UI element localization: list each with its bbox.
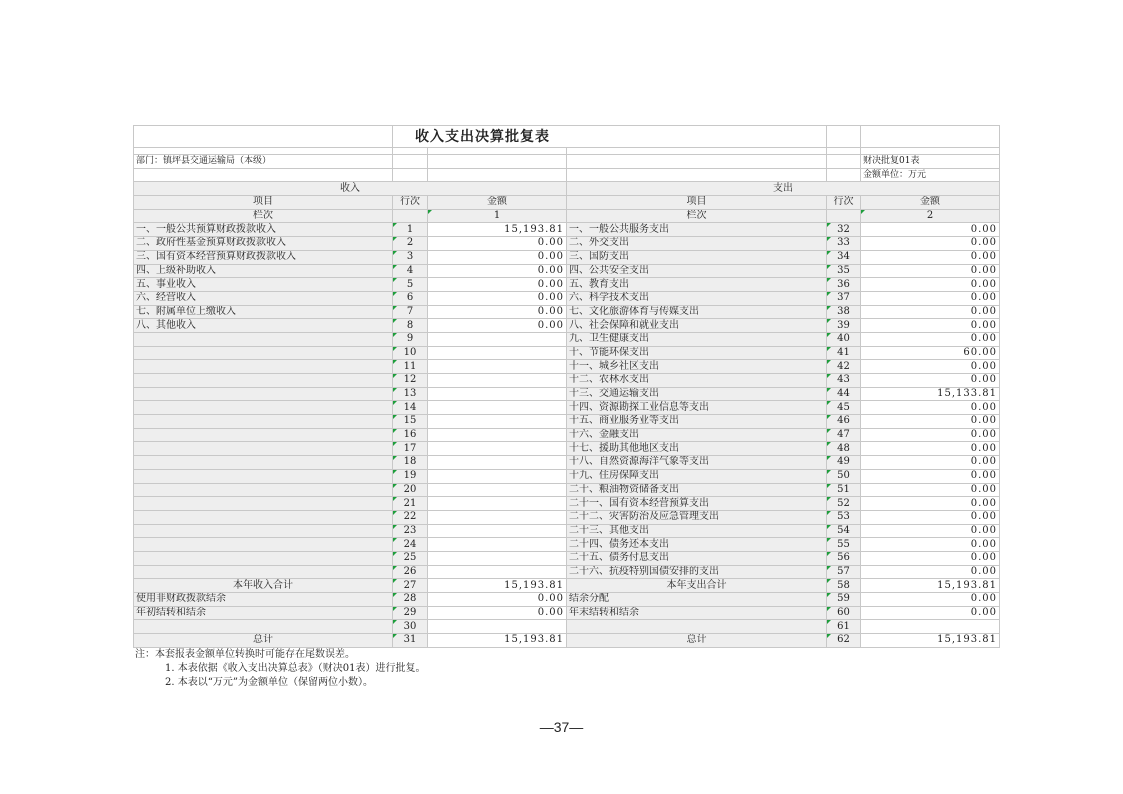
expense-item: 二十二、灾害防治及应急管理支出 [567, 510, 827, 524]
income-item [134, 551, 393, 565]
expense-summary-item: 结余分配 [567, 593, 827, 607]
income-row-no: 21 [393, 497, 428, 511]
expense-row-no: 32 [827, 223, 861, 237]
expense-item: 二十三、其他支出 [567, 524, 827, 538]
unit-label: 金额单位：万元 [861, 168, 1000, 182]
income-item [134, 415, 393, 429]
expense-item: 五、教育支出 [567, 278, 827, 292]
expense-item: 一、一般公共服务支出 [567, 223, 827, 237]
summary-row [134, 620, 1000, 634]
expense-row-no: 51 [827, 483, 861, 497]
table-row [134, 332, 1000, 346]
income-row-no: 13 [393, 387, 428, 401]
table-row [134, 524, 1000, 538]
income-item: 五、事业收入 [134, 278, 393, 292]
expense-item: 七、文化旅游体育与传媒支出 [567, 305, 827, 319]
expense-amount: 0.00 [861, 305, 1000, 319]
income-summary-item: 年初结转和结余 [134, 606, 393, 620]
expense-amount: 0.00 [861, 250, 1000, 264]
expense-item: 六、科学技术支出 [567, 291, 827, 305]
note-line: 1. 本表依据《收入支出决算总表》（财决01表）进行批复。 [165, 663, 426, 674]
income-row-no: 24 [393, 538, 428, 552]
expense-item: 十、节能环保支出 [567, 346, 827, 360]
income-row-no: 15 [393, 415, 428, 429]
table-row [134, 319, 1000, 333]
income-summary-item [134, 620, 393, 634]
income-amount [428, 374, 567, 388]
expense-item: 十八、自然资源海洋气象等支出 [567, 456, 827, 470]
income-item: 三、国有资本经营预算财政拨款收入 [134, 250, 393, 264]
table-row [134, 538, 1000, 552]
expense-item: 八、社会保障和就业支出 [567, 319, 827, 333]
table-row [134, 456, 1000, 470]
income-item [134, 565, 393, 579]
expense-amount: 0.00 [861, 237, 1000, 251]
income-item: 四、上级补助收入 [134, 264, 393, 278]
expense-item: 二十、粮油物资储备支出 [567, 483, 827, 497]
income-amount: 0.00 [428, 319, 567, 333]
expense-rowno-header: 行次 [827, 196, 861, 210]
income-amount [428, 387, 567, 401]
expense-row-no: 50 [827, 469, 861, 483]
income-row-no: 22 [393, 510, 428, 524]
income-item [134, 510, 393, 524]
table-row [134, 469, 1000, 483]
expense-item: 十一、城乡社区支出 [567, 360, 827, 374]
income-row-no: 18 [393, 456, 428, 470]
expense-amount: 0.00 [861, 551, 1000, 565]
table-row [134, 483, 1000, 497]
table-row [134, 264, 1000, 278]
income-amount [428, 620, 567, 634]
approval-sheet [133, 125, 999, 648]
expense-amount: 0.00 [861, 483, 1000, 497]
expense-row-no: 57 [827, 565, 861, 579]
expense-item: 十四、资源勘探工业信息等支出 [567, 401, 827, 415]
table-row [134, 428, 1000, 442]
expense-amount: 0.00 [861, 538, 1000, 552]
expense-item: 十三、交通运输支出 [567, 387, 827, 401]
expense-row-no: 40 [827, 332, 861, 346]
income-amount: 0.00 [428, 606, 567, 620]
expense-row-no: 58 [827, 579, 861, 593]
income-row-no: 20 [393, 483, 428, 497]
expense-item-header: 项目 [567, 196, 827, 210]
expense-amount: 15,193.81 [861, 579, 1000, 593]
income-colno-value: 1 [428, 209, 567, 223]
expense-amount: 0.00 [861, 374, 1000, 388]
income-amount: 15,193.81 [428, 634, 567, 648]
expense-row-no: 33 [827, 237, 861, 251]
expense-amount: 0.00 [861, 319, 1000, 333]
income-item: 八、其他收入 [134, 319, 393, 333]
income-amount: 15,193.81 [428, 579, 567, 593]
expense-amount: 15,193.81 [861, 634, 1000, 648]
expense-item: 十六、金融支出 [567, 428, 827, 442]
income-summary-item: 使用非财政拨款结余 [134, 593, 393, 607]
table-row [134, 374, 1000, 388]
income-item-header: 项目 [134, 196, 393, 210]
income-row-no: 2 [393, 237, 428, 251]
income-amount [428, 469, 567, 483]
expense-row-no: 60 [827, 606, 861, 620]
income-row-no: 9 [393, 332, 428, 346]
notes [135, 648, 425, 690]
income-row-no: 25 [393, 551, 428, 565]
income-amount: 0.00 [428, 264, 567, 278]
income-item [134, 332, 393, 346]
income-colno-label: 栏次 [134, 209, 393, 223]
income-row-no: 11 [393, 360, 428, 374]
expense-item: 十七、援助其他地区支出 [567, 442, 827, 456]
note-line: 注：本套报表金额单位转换时可能存在尾数误差。 [135, 649, 355, 660]
expense-item: 九、卫生健康支出 [567, 332, 827, 346]
income-amount: 0.00 [428, 278, 567, 292]
income-amount [428, 551, 567, 565]
expense-amount: 0.00 [861, 593, 1000, 607]
income-item [134, 401, 393, 415]
table-row [134, 510, 1000, 524]
income-item: 七、附属单位上缴收入 [134, 305, 393, 319]
expense-amount [861, 620, 1000, 634]
income-amount: 0.00 [428, 237, 567, 251]
table-title: 收入支出决算批复表 [393, 126, 827, 148]
page-number: —37— [539, 719, 584, 735]
income-item: 二、政府性基金预算财政拨款收入 [134, 237, 393, 251]
income-amount [428, 332, 567, 346]
table-row [134, 250, 1000, 264]
income-row-no: 4 [393, 264, 428, 278]
income-item [134, 360, 393, 374]
expense-item: 二十四、债务还本支出 [567, 538, 827, 552]
income-amount [428, 346, 567, 360]
expense-summary-item: 总计 [567, 634, 827, 648]
income-row-no: 26 [393, 565, 428, 579]
table-row [134, 360, 1000, 374]
income-item [134, 469, 393, 483]
income-summary-item: 总计 [134, 634, 393, 648]
income-row-no: 14 [393, 401, 428, 415]
summary-row [134, 579, 1000, 593]
expense-row-no: 54 [827, 524, 861, 538]
expense-row-no: 56 [827, 551, 861, 565]
expense-colno-label: 栏次 [567, 209, 827, 223]
expense-item: 二、外交支出 [567, 237, 827, 251]
income-amount [428, 483, 567, 497]
expense-row-no: 43 [827, 374, 861, 388]
expense-row-no: 47 [827, 428, 861, 442]
expense-row-no: 59 [827, 593, 861, 607]
form-number: 财决批复01表 [861, 155, 1000, 169]
income-item [134, 374, 393, 388]
expense-amount: 0.00 [861, 565, 1000, 579]
income-row-no: 5 [393, 278, 428, 292]
expense-amount: 15,133.81 [861, 387, 1000, 401]
income-row-no: 16 [393, 428, 428, 442]
expense-row-no: 46 [827, 415, 861, 429]
expense-amount: 0.00 [861, 442, 1000, 456]
income-amount [428, 428, 567, 442]
income-amount: 0.00 [428, 593, 567, 607]
expense-row-no: 61 [827, 620, 861, 634]
income-item: 一、一般公共预算财政拨款收入 [134, 223, 393, 237]
expense-item: 十五、商业服务业等支出 [567, 415, 827, 429]
expense-amount: 0.00 [861, 291, 1000, 305]
expense-amount-header: 金额 [861, 196, 1000, 210]
expense-item: 三、国防支出 [567, 250, 827, 264]
expense-item: 二十五、债务付息支出 [567, 551, 827, 565]
expense-amount: 0.00 [861, 360, 1000, 374]
expense-summary-item [567, 620, 827, 634]
income-row-no: 10 [393, 346, 428, 360]
income-header: 收入 [134, 182, 567, 196]
income-amount [428, 497, 567, 511]
income-amount: 0.00 [428, 305, 567, 319]
income-amount [428, 538, 567, 552]
income-rowno-header: 行次 [393, 196, 428, 210]
expense-row-no: 41 [827, 346, 861, 360]
income-row-no: 29 [393, 606, 428, 620]
income-row-no: 30 [393, 620, 428, 634]
expense-amount: 60.00 [861, 346, 1000, 360]
income-row-no: 19 [393, 469, 428, 483]
expense-amount: 0.00 [861, 278, 1000, 292]
income-item [134, 497, 393, 511]
income-expense-table [133, 125, 1000, 648]
expense-header: 支出 [567, 182, 1000, 196]
table-row [134, 223, 1000, 237]
income-row-no: 27 [393, 579, 428, 593]
expense-row-no: 39 [827, 319, 861, 333]
expense-item: 十九、住房保障支出 [567, 469, 827, 483]
expense-amount: 0.00 [861, 524, 1000, 538]
expense-row-no: 45 [827, 401, 861, 415]
table-row [134, 387, 1000, 401]
summary-row [134, 593, 1000, 607]
expense-row-no: 37 [827, 291, 861, 305]
table-row [134, 346, 1000, 360]
expense-row-no: 36 [827, 278, 861, 292]
income-row-no: 12 [393, 374, 428, 388]
income-item [134, 524, 393, 538]
income-amount [428, 524, 567, 538]
income-amount [428, 360, 567, 374]
income-amount [428, 565, 567, 579]
expense-amount: 0.00 [861, 497, 1000, 511]
expense-colno-value: 2 [861, 209, 1000, 223]
expense-amount: 0.00 [861, 264, 1000, 278]
expense-row-no: 44 [827, 387, 861, 401]
income-row-no: 7 [393, 305, 428, 319]
table-row [134, 415, 1000, 429]
expense-amount: 0.00 [861, 415, 1000, 429]
expense-amount: 0.00 [861, 469, 1000, 483]
expense-summary-item: 年末结转和结余 [567, 606, 827, 620]
expense-amount: 0.00 [861, 510, 1000, 524]
expense-item: 二十一、国有资本经营预算支出 [567, 497, 827, 511]
expense-row-no: 62 [827, 634, 861, 648]
income-row-no: 3 [393, 250, 428, 264]
note-line: 2. 本表以“万元”为金额单位（保留两位小数）。 [165, 677, 373, 688]
income-item [134, 538, 393, 552]
income-item [134, 346, 393, 360]
income-summary-item: 本年收入合计 [134, 579, 393, 593]
income-amount-header: 金额 [428, 196, 567, 210]
income-amount: 15,193.81 [428, 223, 567, 237]
department-label: 部门：镇坪县交通运输局（本级） [134, 155, 393, 169]
income-item [134, 387, 393, 401]
income-row-no: 23 [393, 524, 428, 538]
expense-amount: 0.00 [861, 428, 1000, 442]
income-item [134, 428, 393, 442]
expense-row-no: 35 [827, 264, 861, 278]
table-row [134, 565, 1000, 579]
table-row [134, 401, 1000, 415]
income-row-no: 8 [393, 319, 428, 333]
income-row-no: 28 [393, 593, 428, 607]
income-amount [428, 415, 567, 429]
table-row [134, 237, 1000, 251]
expense-summary-item: 本年支出合计 [567, 579, 827, 593]
expense-item: 二十六、抗疫特别国债安排的支出 [567, 565, 827, 579]
income-item [134, 483, 393, 497]
income-amount: 0.00 [428, 250, 567, 264]
expense-row-no: 55 [827, 538, 861, 552]
table-row [134, 291, 1000, 305]
income-amount [428, 456, 567, 470]
expense-row-no: 53 [827, 510, 861, 524]
expense-amount: 0.00 [861, 223, 1000, 237]
table-row [134, 442, 1000, 456]
expense-amount: 0.00 [861, 332, 1000, 346]
expense-amount: 0.00 [861, 401, 1000, 415]
table-row [134, 551, 1000, 565]
expense-item: 四、公共安全支出 [567, 264, 827, 278]
income-row-no: 17 [393, 442, 428, 456]
income-row-no: 6 [393, 291, 428, 305]
income-amount [428, 442, 567, 456]
expense-row-no: 42 [827, 360, 861, 374]
expense-item: 十二、农林水支出 [567, 374, 827, 388]
income-item [134, 456, 393, 470]
income-item [134, 442, 393, 456]
table-row [134, 278, 1000, 292]
income-row-no: 1 [393, 223, 428, 237]
expense-amount: 0.00 [861, 456, 1000, 470]
summary-row [134, 606, 1000, 620]
summary-row [134, 634, 1000, 648]
table-row [134, 305, 1000, 319]
expense-row-no: 49 [827, 456, 861, 470]
expense-row-no: 38 [827, 305, 861, 319]
income-amount [428, 401, 567, 415]
expense-row-no: 34 [827, 250, 861, 264]
expense-row-no: 48 [827, 442, 861, 456]
expense-row-no: 52 [827, 497, 861, 511]
table-row [134, 497, 1000, 511]
expense-amount: 0.00 [861, 606, 1000, 620]
income-amount: 0.00 [428, 291, 567, 305]
income-item: 六、经营收入 [134, 291, 393, 305]
income-amount [428, 510, 567, 524]
income-row-no: 31 [393, 634, 428, 648]
